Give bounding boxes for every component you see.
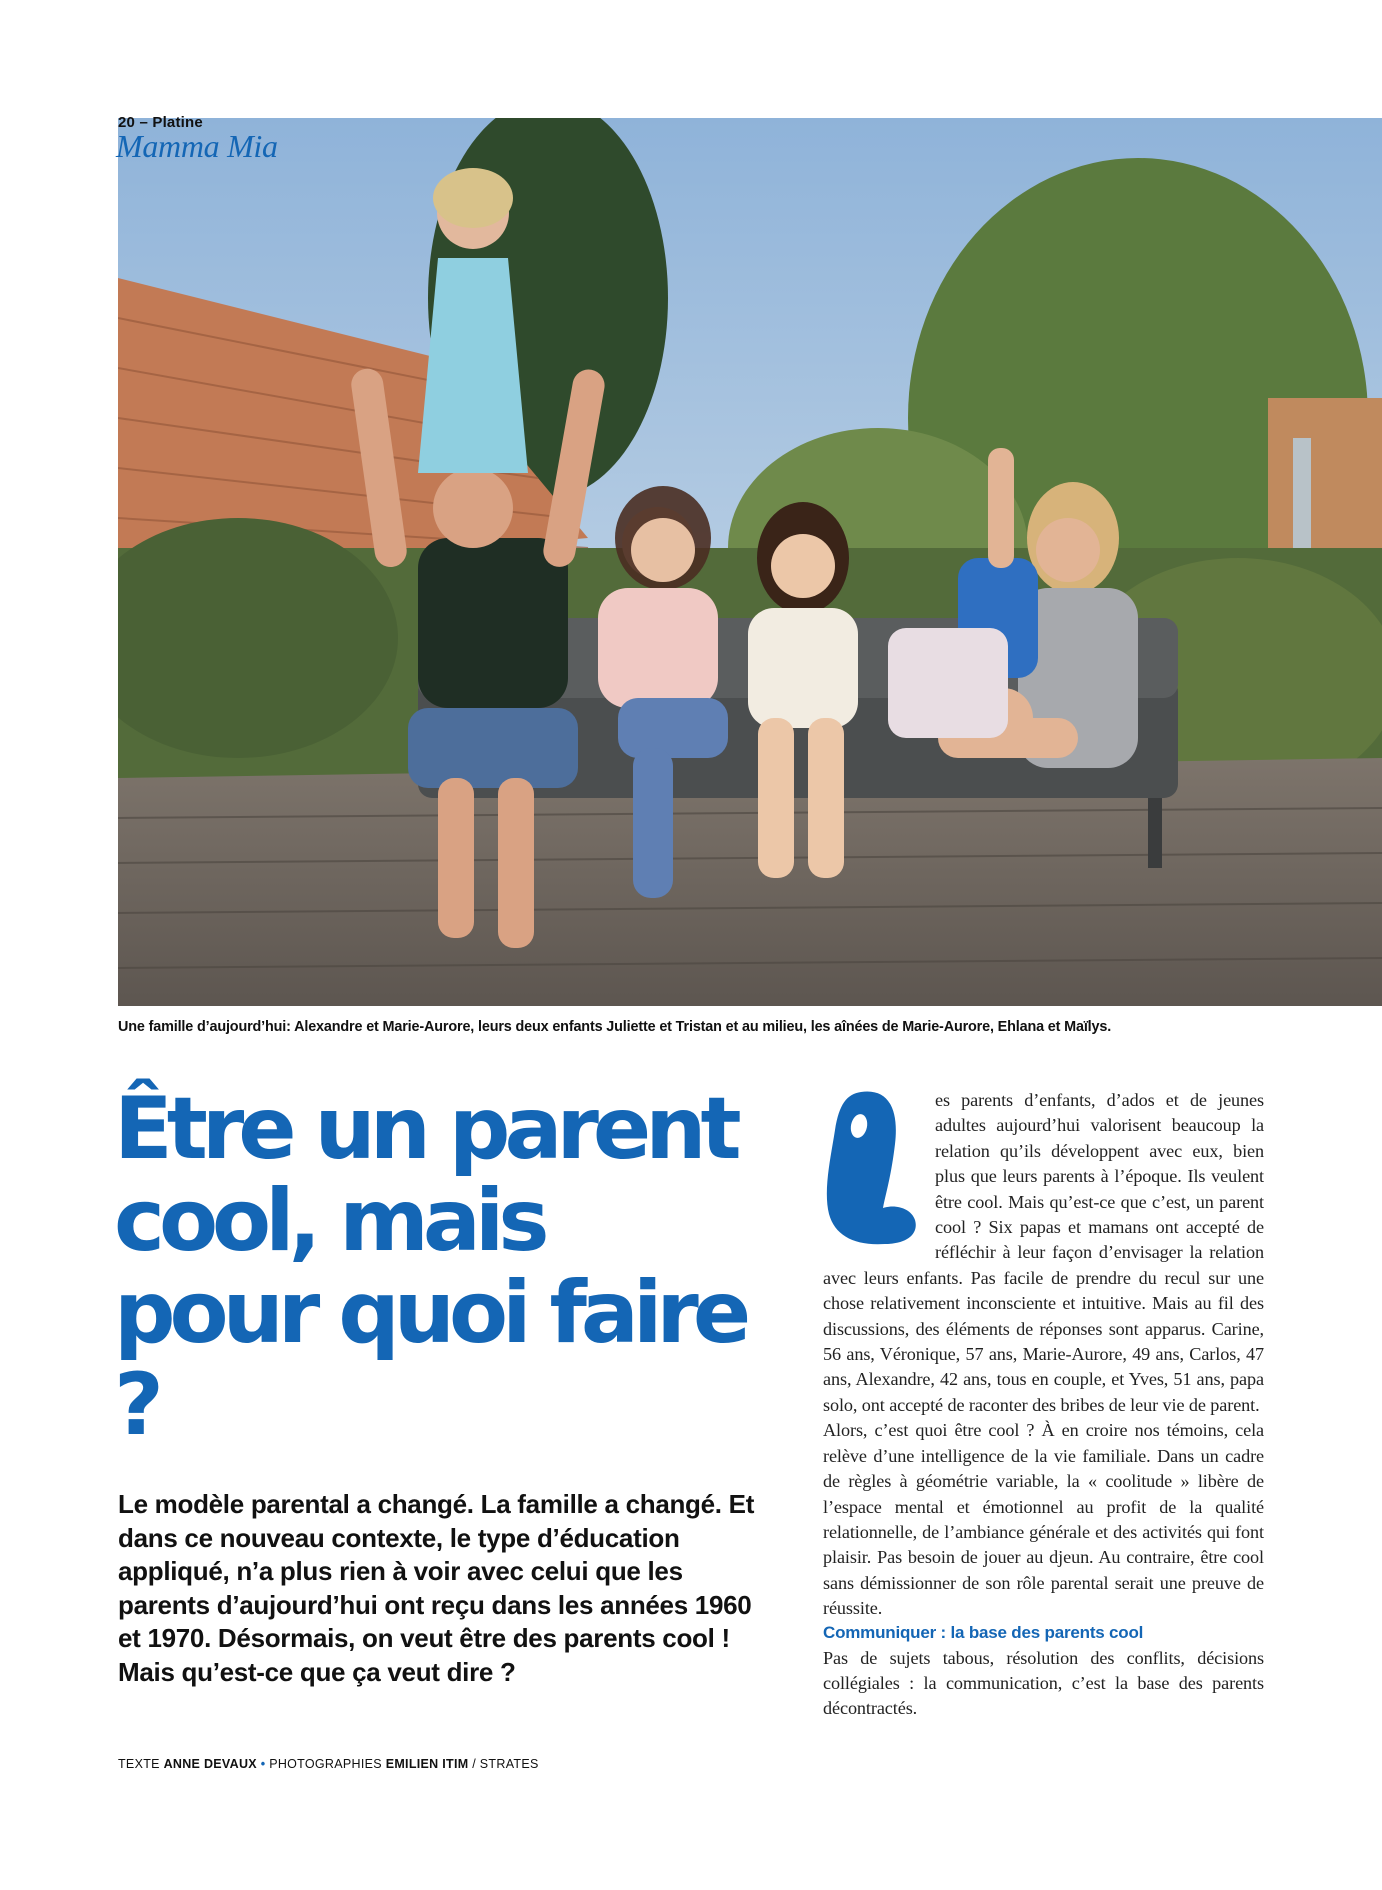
credits-photo-label: PHOTOGRAPHIES [269, 1757, 382, 1771]
credits-separator: • [260, 1757, 266, 1771]
photo-caption: Une famille d’aujourd’hui: Alexandre et Marie-Aurore, leurs deux enfants Juliette et Tristan et au milieu, les aînées de Marie-Aurore, Ehlana et Maïlys. [118, 1019, 1112, 1035]
body-paragraph-2: Alors, c’est quoi être cool ? À en croire nos témoins, cela relève d’une intelligence de la vie familiale. Dans un cadre de règles à géométrie variable, la « coolitude » libère de l’espace mental et émotionnel au profit de la qualité relationnelle, de l’ambiance générale et des activités qui font plaisir. Pas besoin de jouer au djeun. Au contraire, être cool sans démissionner de son rôle parental serait une preuve de réussite. [823, 1420, 1264, 1619]
credits-agency: / STRATES [472, 1757, 539, 1771]
article-credits [118, 1757, 539, 1771]
body-paragraph-1: es parents d’enfants, d’ados et de jeunes adultes aujourd’hui valorisent beaucoup la relation qu’ils développent avec eux, bien plus que leurs parents à l’époque. Ils veulent être cool. Mais qu’est-ce que c’est, un parent cool ? Six papas et mamans ont accepté de réfléchir à leur façon d’envisager la relation avec leurs enfants. Pas facile de prendre du recul sur une chose relativement inconsciente et intuitive. Mais au fil des discussions, des éléments de réponses sont apparus. Carine, 56 ans, Véronique, 57 ans, Marie-Aurore, 49 ans, Carlos, 47 ans, Alexandre, 42 ans, tous en couple, et Yves, 51 ans, papa solo, ont accepté de raconter des bribes de leur vie de parent. [823, 1090, 1264, 1415]
section-title: Mamma Mia [116, 128, 278, 164]
article-body [815, 1086, 1264, 1722]
credits-text-label: TEXTE [118, 1757, 160, 1771]
title-line-1: Être un parent [114, 1079, 736, 1179]
page-folio: 20 – Platine [118, 114, 203, 131]
drop-cap-l [815, 1086, 925, 1248]
drop-cap-letter: L [815, 1086, 816, 1087]
article-title [114, 1079, 754, 1455]
family-photo [118, 118, 1382, 1006]
article-subhead: Communiquer : la base des parents cool [823, 1622, 1144, 1642]
article-lede: Le modèle parental a changé. La famille a changé. Et dans ce nouveau contexte, le type d’éducation appliqué, n’a plus rien à voir avec celui que les parents d’aujourd’hui ont reçu dans les années 1960 et 1970. Désormais, on veut être des parents cool ! Mais qu’est-ce que ça veut dire ? [118, 1489, 755, 1687]
credits-photographer: EMILIEN ITIM [385, 1757, 469, 1771]
title-line-2: cool, mais [114, 1171, 544, 1271]
credits-author: ANNE DEVAUX [163, 1757, 257, 1771]
title-line-3: pour quoi faire ? [114, 1263, 746, 1455]
family-photo-illustration [118, 118, 1382, 1006]
body-paragraph-3: Pas de sujets tabous, résolution des conflits, décisions collégiales : la communication, c’est la base des parents décontractés. [823, 1647, 1264, 1719]
